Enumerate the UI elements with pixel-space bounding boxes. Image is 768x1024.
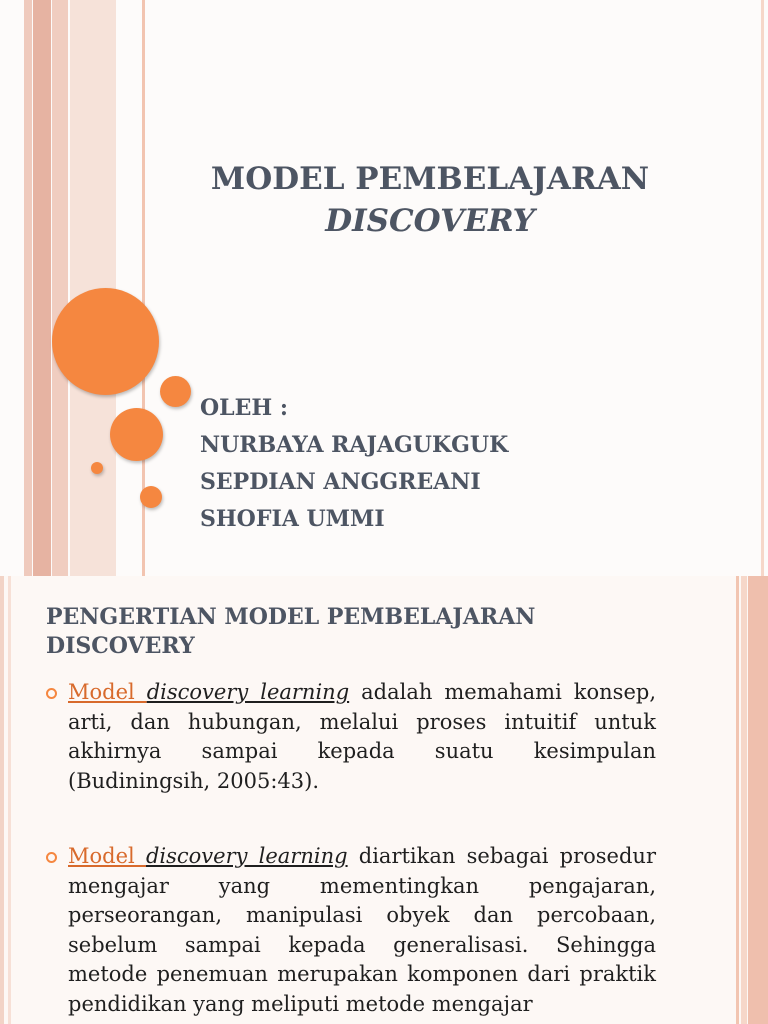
- decor-stripe: [761, 0, 764, 576]
- bullet-ring-icon: [46, 852, 57, 863]
- decor-stripe: [24, 0, 32, 576]
- bullet-body: diartikan sebagai prosedur mengajar yang mementingkan pengajaran, perseorangan, manipulasi obyek dan percobaan, sebelum sampai kepada generalisasi. Sehingga metode penemuan merupakan komponen dari praktik pendidikan yang meliputi metode mengajar: [68, 844, 656, 1016]
- slide-heading: [46, 603, 606, 661]
- decor-circle: [91, 462, 103, 474]
- author-name: SHOFIA UMMI: [200, 506, 385, 532]
- decor-stripe: [33, 0, 51, 576]
- slide-title: [180, 158, 680, 242]
- decor-stripe: [8, 576, 11, 1024]
- model-word: Model: [68, 680, 147, 704]
- model-word: Model: [68, 844, 146, 868]
- bullet-text: [68, 678, 656, 796]
- decor-circle: [140, 486, 162, 508]
- decor-stripe: [736, 576, 739, 1024]
- title-line-2: DISCOVERY: [325, 203, 535, 239]
- author-name: NURBAYA RAJAGUKGUK: [200, 432, 509, 458]
- author-name: SEPDIAN ANGGREANI: [200, 469, 481, 495]
- bullet-body: adalah memahami konsep, arti, dan hubungan, melalui proses intuitif untuk akhirnya sampai kepada suatu kesimpulan (Budiningsih, 2005:43).: [68, 680, 656, 793]
- decor-stripe: [0, 576, 4, 1024]
- decor-stripe: [748, 576, 768, 1024]
- decor-stripe: [741, 576, 747, 1024]
- authors-block: [200, 390, 508, 538]
- decor-circle: [52, 288, 159, 395]
- bullet-ring-icon: [46, 688, 57, 699]
- heading-line-1: PENGERTIAN MODEL PEMBELAJARAN: [46, 604, 536, 630]
- decor-circle: [160, 376, 191, 407]
- decor-stripe: [52, 0, 68, 576]
- term-discovery-learning: discovery learning: [146, 680, 350, 704]
- decor-circle: [110, 408, 163, 461]
- term-discovery-learning: discovery learning: [145, 844, 348, 868]
- title-line-1: MODEL PEMBELAJARAN: [210, 161, 650, 197]
- authors-heading: OLEH :: [200, 395, 288, 421]
- bullet-text: [68, 842, 656, 1019]
- heading-line-2: DISCOVERY: [46, 633, 195, 659]
